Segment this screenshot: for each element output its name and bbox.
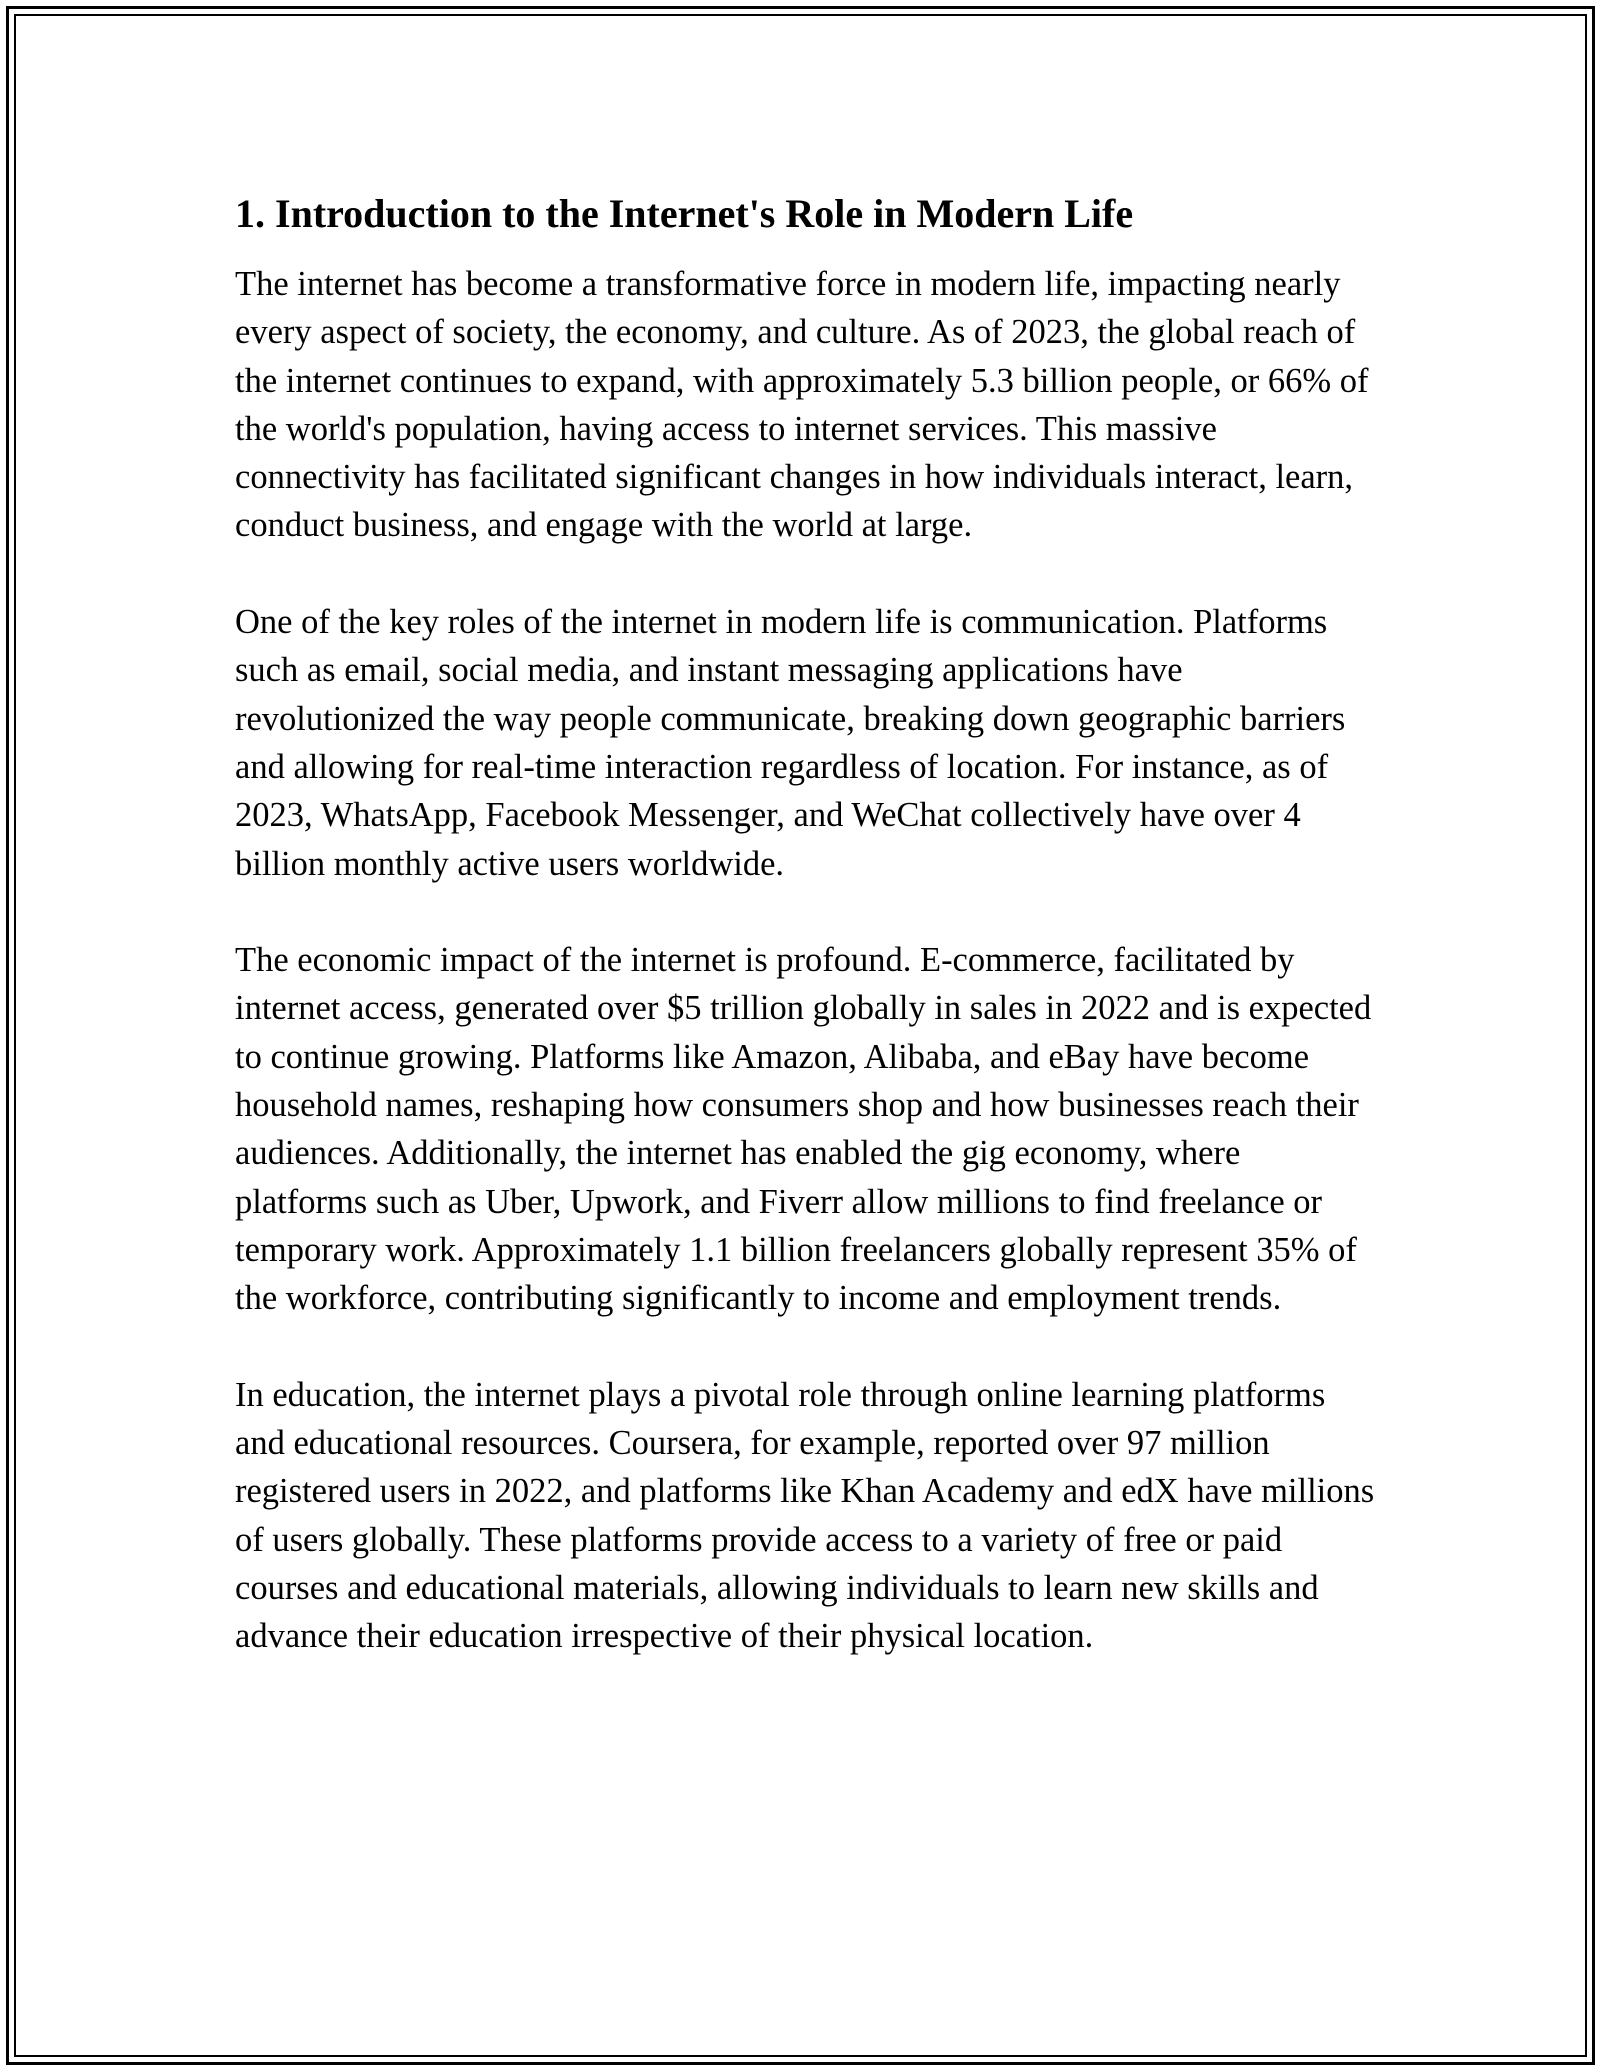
paragraph-economic-impact: The economic impact of the internet is profound. E-commerce, facilitated by internet access, generated over $5 trillion globally in sales in 2022 and is expected to continue growing. Platforms like Amazon, Alibaba, and eBay have become household names, reshaping how consumers shop and how businesses reach their audiences. Additionally, the internet has enabled the gig economy, where platforms such as Uber, Upwork, and Fiverr allow millions to find freelance or temporary work. Approximately 1.1 billion freelancers globally represent 35% of the workforce, contributing significantly to income and employment trends.: [235, 941, 1372, 1318]
paragraph-intro: The internet has become a transformative force in modern life, impacting nearly every aspect of society, the economy, and culture. As of 2023, the global reach of the internet continues to expand, with approximately 5.3 billion people, or 66% of the world's population, having access to internet services. This massive connectivity has facilitated significant changes in how individuals interact, learn, conduct business, and engage with the world at large.: [235, 265, 1369, 545]
section-heading: 1. Introduction to the Internet's Role in Modern Life: [235, 191, 1134, 236]
paragraph-communication: One of the key roles of the internet in modern life is communication. Platforms such as email, social media, and instant messaging applications have revolutionized the way people communicate, breaking down geographic barriers and allowing for real-time interaction regardless of location. For instance, as of 2023, WhatsApp, Facebook Messenger, and WeChat collectively have over 4 billion monthly active users worldwide.: [235, 603, 1346, 883]
document-body: [235, 186, 1375, 1661]
paragraph-education: In education, the internet plays a pivotal role through online learning platforms and educational resources. Coursera, for example, reported over 97 million registered users in 2022, and platforms like Khan Academy and edX have millions of users globally. These platforms provide access to a variety of free or paid courses and educational materials, allowing individuals to learn new skills and advance their education irrespective of their physical location.: [235, 1375, 1375, 1656]
